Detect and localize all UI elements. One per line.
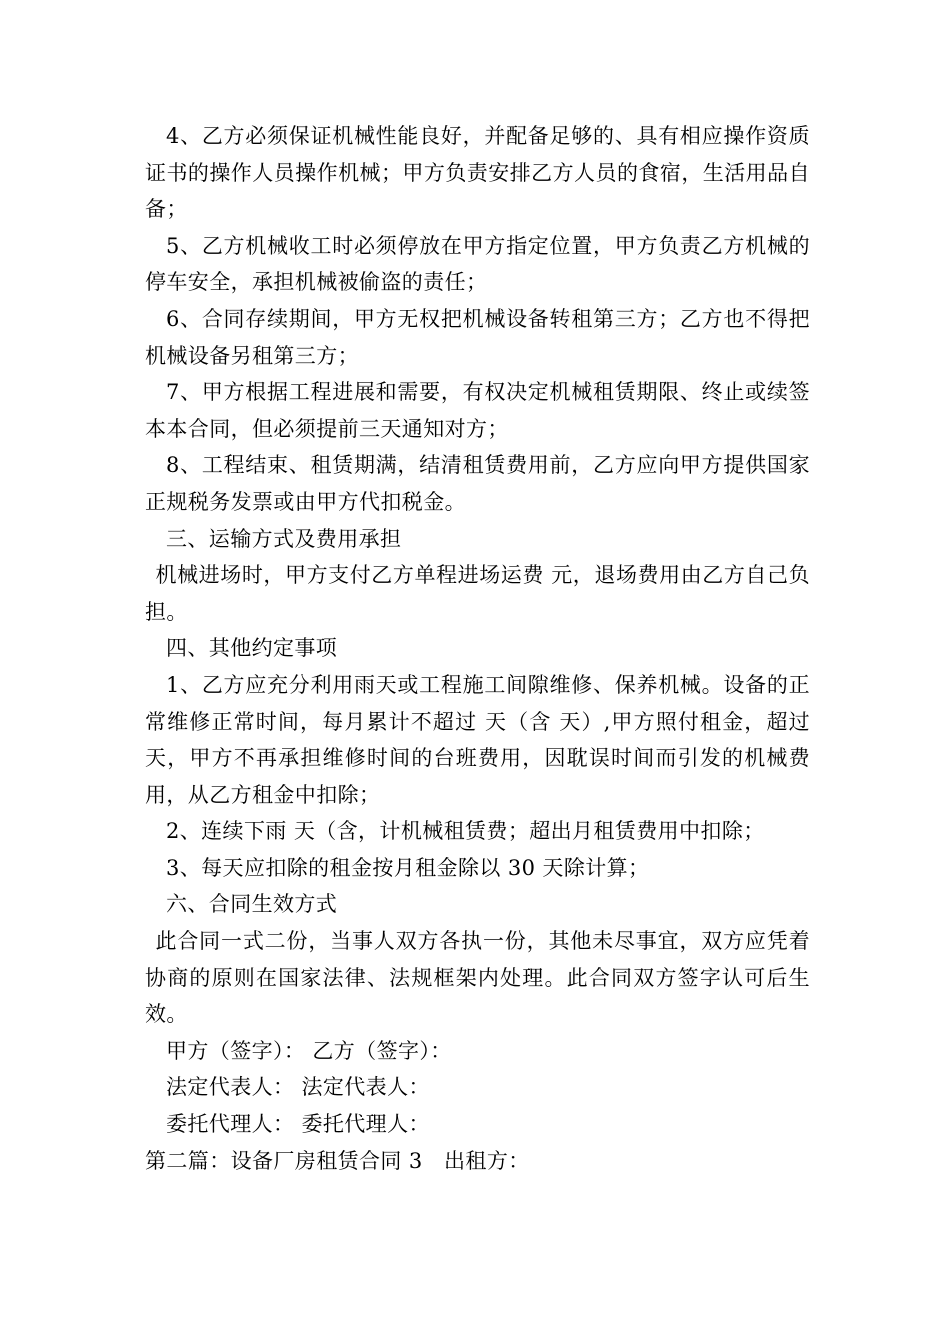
- section-3-body: 机械进场时，甲方支付乙方单程进场运费 元，退场费用由乙方自己负担。: [145, 563, 810, 624]
- section-4-clause-3: 3、每天应扣除的租金按月租金除以 30 天除计算；: [166, 855, 650, 880]
- section-3-heading: 三、运输方式及费用承担: [166, 526, 402, 551]
- section-6-body: 此合同一式二份，当事人双方各执一份，其他未尽事宜，双方应凭着协商的原则在国家法律、法规框架内处理。此合同双方签字认可后生效。: [145, 929, 810, 1027]
- section-4-clause-2: 2、连续下雨 天（含，计机械租赁费；超出月租赁费用中扣除；: [166, 819, 765, 844]
- section-4-clause-1: 1、乙方应充分利用雨天或工程施工间隙维修、保养机械。设备的正常维修正常时间，每月累计不超过 天（含 天）,甲方照付租金，超过天，甲方不再承担维修时间的台班费用，因耽误时间而引发的机械费用，从乙方租金中扣除；: [145, 672, 810, 807]
- section-4-heading: 四、其他约定事项: [166, 636, 338, 661]
- clause-6-paragraph: 6、合同存续期间，甲方无权把机械设备转租第三方；乙方也不得把机械设备另租第三方；: [145, 306, 810, 368]
- signature-legal-rep-line: 法定代表人： 法定代表人：: [166, 1075, 430, 1100]
- clause-4-paragraph: 4、乙方必须保证机械性能良好，并配备足够的、具有相应操作资质证书的操作人员操作机械；甲方负责安排乙方人员的食宿，生活用品自备；: [145, 124, 810, 222]
- signature-parties-line: 甲方（签字）： 乙方（签字）：: [166, 1038, 452, 1063]
- signature-agent-line: 委托代理人： 委托代理人：: [166, 1112, 430, 1137]
- clause-8-paragraph: 8、工程结束、租赁期满，结清租赁费用前，乙方应向甲方提供国家正规税务发票或由甲方代扣税金。: [145, 453, 810, 514]
- part-2-heading: 第二篇：设备厂房租赁合同 3 出租方：: [145, 1148, 530, 1173]
- clause-7-paragraph: 7、甲方根据工程进展和需要，有权决定机械租赁期限、终止或续签本本合同，但必须提前三天通知对方；: [145, 380, 810, 441]
- document-page: [145, 118, 810, 1179]
- clause-5-paragraph: 5、乙方机械收工时必须停放在甲方指定位置，甲方负责乙方机械的停车安全，承担机械被偷盗的责任；: [145, 233, 810, 295]
- section-6-heading: 六、合同生效方式: [166, 892, 338, 917]
